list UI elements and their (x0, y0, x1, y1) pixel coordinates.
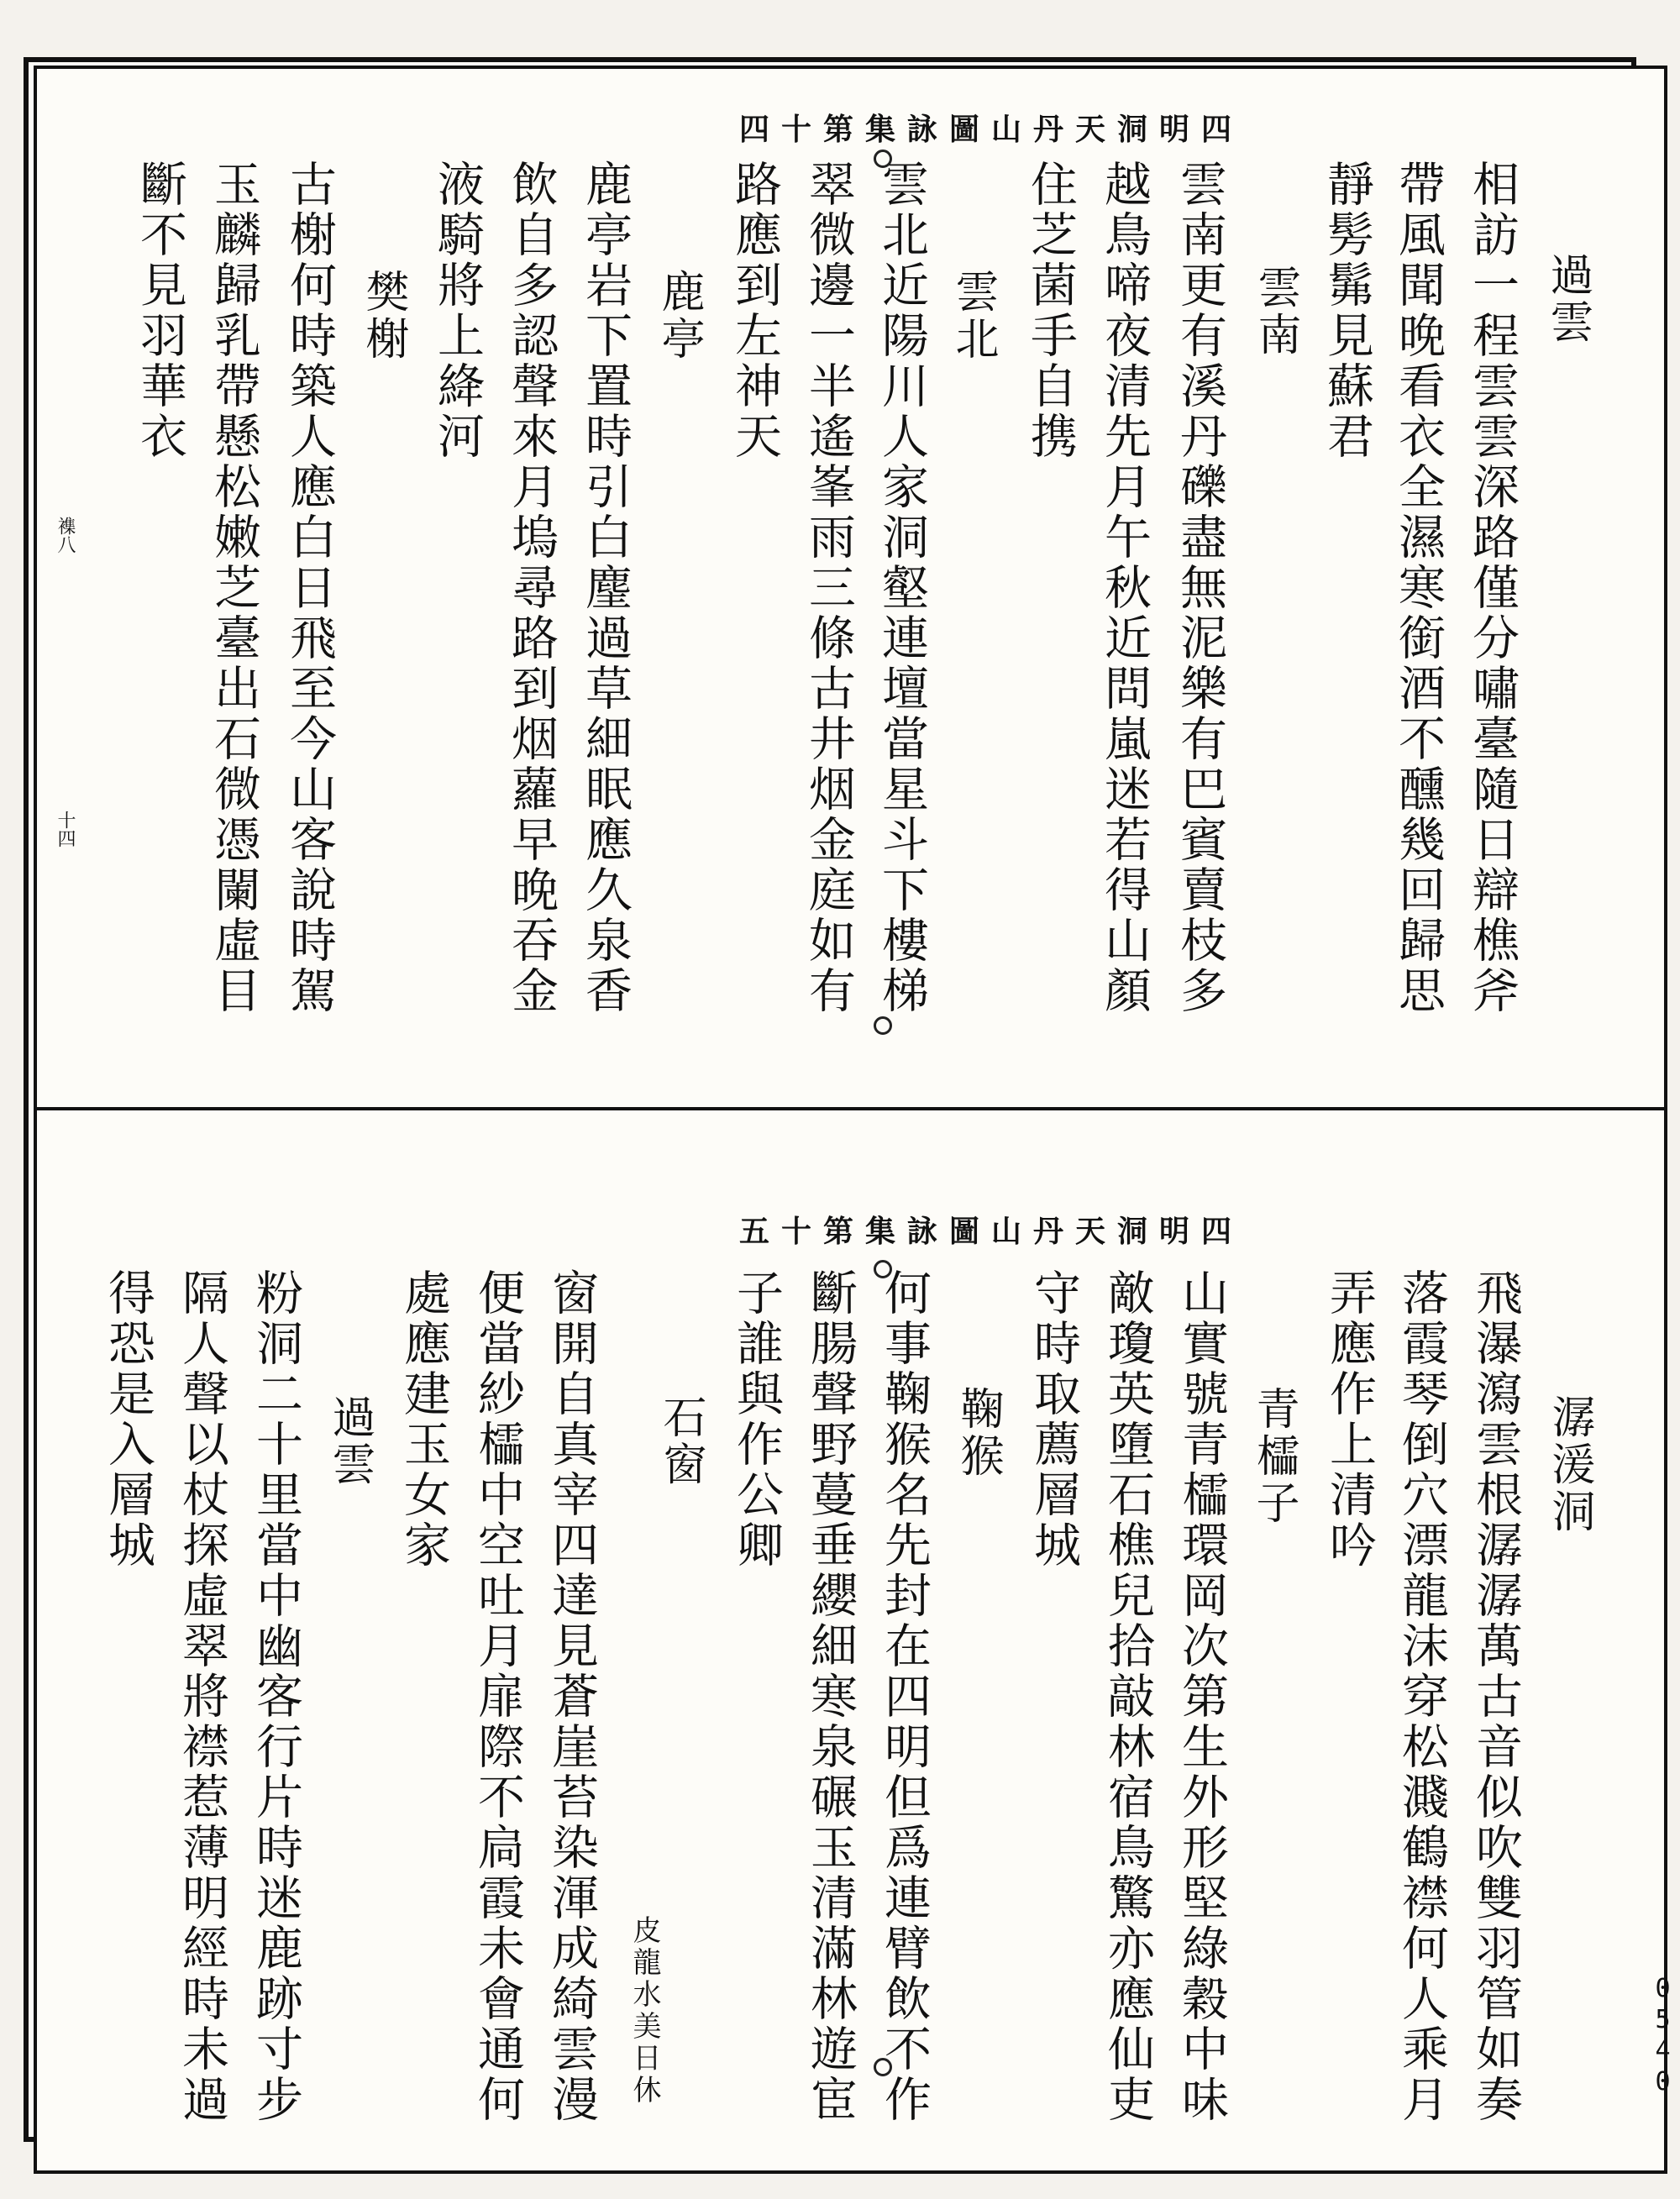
top-header-book: 四明洞天丹山圖詠集 (865, 112, 1244, 147)
bottom-col-12: 石窗 (655, 1394, 706, 1488)
bottom-col-8: 鞠猴 (953, 1386, 1003, 1480)
bottom-col-1: 飛瀑瀉雲根潺潺萬古音似吹雙羽管如奏 (1468, 1268, 1523, 2125)
top-col-5: 雲南更有溪丹礫盡無泥樂有巴賓賣枝多 (1173, 160, 1227, 1016)
top-margin-note: 襍八 (55, 517, 76, 554)
bottom-col-4: 青櫺子 (1248, 1386, 1299, 1527)
bottom-col-14: 窗開自真宰四達見蒼崖苔染渾成綺雲漫 (544, 1268, 599, 2125)
page-number: 0540 (1648, 1974, 1677, 2098)
bottom-col-5: 山實號青櫺環岡次第生外形堅綠穀中味 (1174, 1268, 1229, 2125)
bottom-col-11: 子誰與作公卿 (729, 1268, 784, 1571)
bottom-col-15: 便當紗櫺中空吐月扉際不扃霞未會通何 (470, 1268, 525, 2125)
bottom-col-10: 斷腸聲野蔓垂纓細寒泉碾玉清滿林遊宦 (803, 1268, 858, 2125)
bottom-col-16: 處應建玉女家 (396, 1268, 451, 1571)
top-col-18: 玉麟歸乳帶懸松嫩芝臺出石微憑闌虛目 (207, 160, 261, 1016)
bottom-col-20: 得恐是入層城 (101, 1268, 155, 1571)
top-col-10: 翠微邊一半遙峯雨三條古井烟金庭如有 (801, 160, 856, 1016)
bottom-col-0: 潺湲洞 (1544, 1394, 1594, 1535)
bottom-col-3: 弄應作上清吟 (1322, 1268, 1377, 1571)
top-col-7: 住芝菌手自携 (1023, 160, 1078, 462)
top-col-17: 古榭何時築人應白日飛至今山客說時駕 (282, 160, 337, 1016)
bottom-col-7: 守時取薦層城 (1026, 1268, 1081, 1571)
bottom-circle-marker-lower (874, 2058, 892, 2076)
bottom-col-17: 過雲 (324, 1394, 375, 1488)
bottom-header-book: 四明洞天丹山圖詠集 (865, 1214, 1244, 1249)
top-col-15: 液騎將上絳河 (430, 160, 485, 462)
top-margin-num: 十四 (55, 811, 76, 848)
top-col-1: 相訪一程雲雲深路僅分嘯臺隨日辯樵斧 (1465, 160, 1520, 1016)
top-header (689, 106, 1243, 149)
top-col-0: 過雲 (1542, 252, 1593, 346)
bottom-author-note: 皮龍水美日休 (627, 1915, 661, 2107)
top-col-14: 飲自多認聲來月塢尋路到烟蘿早晚吞金 (504, 160, 559, 1016)
top-circle-marker-lower (874, 1016, 892, 1035)
bottom-header-page: 第十五 (739, 1214, 866, 1249)
top-col-3: 靜髣髴見蘇君 (1320, 160, 1374, 462)
top-col-11: 路應到左神天 (727, 160, 782, 462)
bottom-col-2: 落霞琴倒穴漂龍沫穿松濺鶴襟何人乘月 (1394, 1268, 1449, 2125)
top-header-page: 第十四 (739, 112, 866, 147)
top-col-12: 鹿亭 (654, 269, 704, 363)
top-col-4: 雲南 (1250, 265, 1300, 359)
bottom-circle-marker (874, 1260, 892, 1278)
top-col-2: 帶風聞晚看衣全濕寒銜酒不醺幾回歸思 (1391, 160, 1446, 1016)
bottom-col-19: 隔人聲以杖探虛翠將襟惹薄明經時未過 (175, 1268, 229, 2125)
bottom-col-9: 何事鞠猴名先封在四明但爲連臂飲不作 (877, 1268, 932, 2125)
bottom-header (689, 1208, 1243, 1251)
top-col-8: 雲北 (948, 269, 998, 363)
bottom-col-6: 敵瓊英墮石樵兒拾敲林宿鳥驚亦應仙吏 (1100, 1268, 1155, 2125)
top-col-6: 越鳥啼夜清先月午秋近問嵐迷若得山顏 (1097, 160, 1152, 1016)
top-col-9: 雲北近陽川人家洞壑連壇當星斗下樓梯 (874, 160, 929, 1016)
top-col-16: 樊榭 (358, 269, 408, 363)
top-col-13: 鹿亭岩下置時引白麈過草細眠應久泉香 (578, 160, 633, 1016)
top-circle-marker (874, 150, 892, 168)
top-col-19: 斷不見羽華衣 (133, 160, 187, 462)
bottom-col-18: 粉洞二十里當中幽客行片時迷鹿跡寸步 (249, 1268, 303, 2125)
